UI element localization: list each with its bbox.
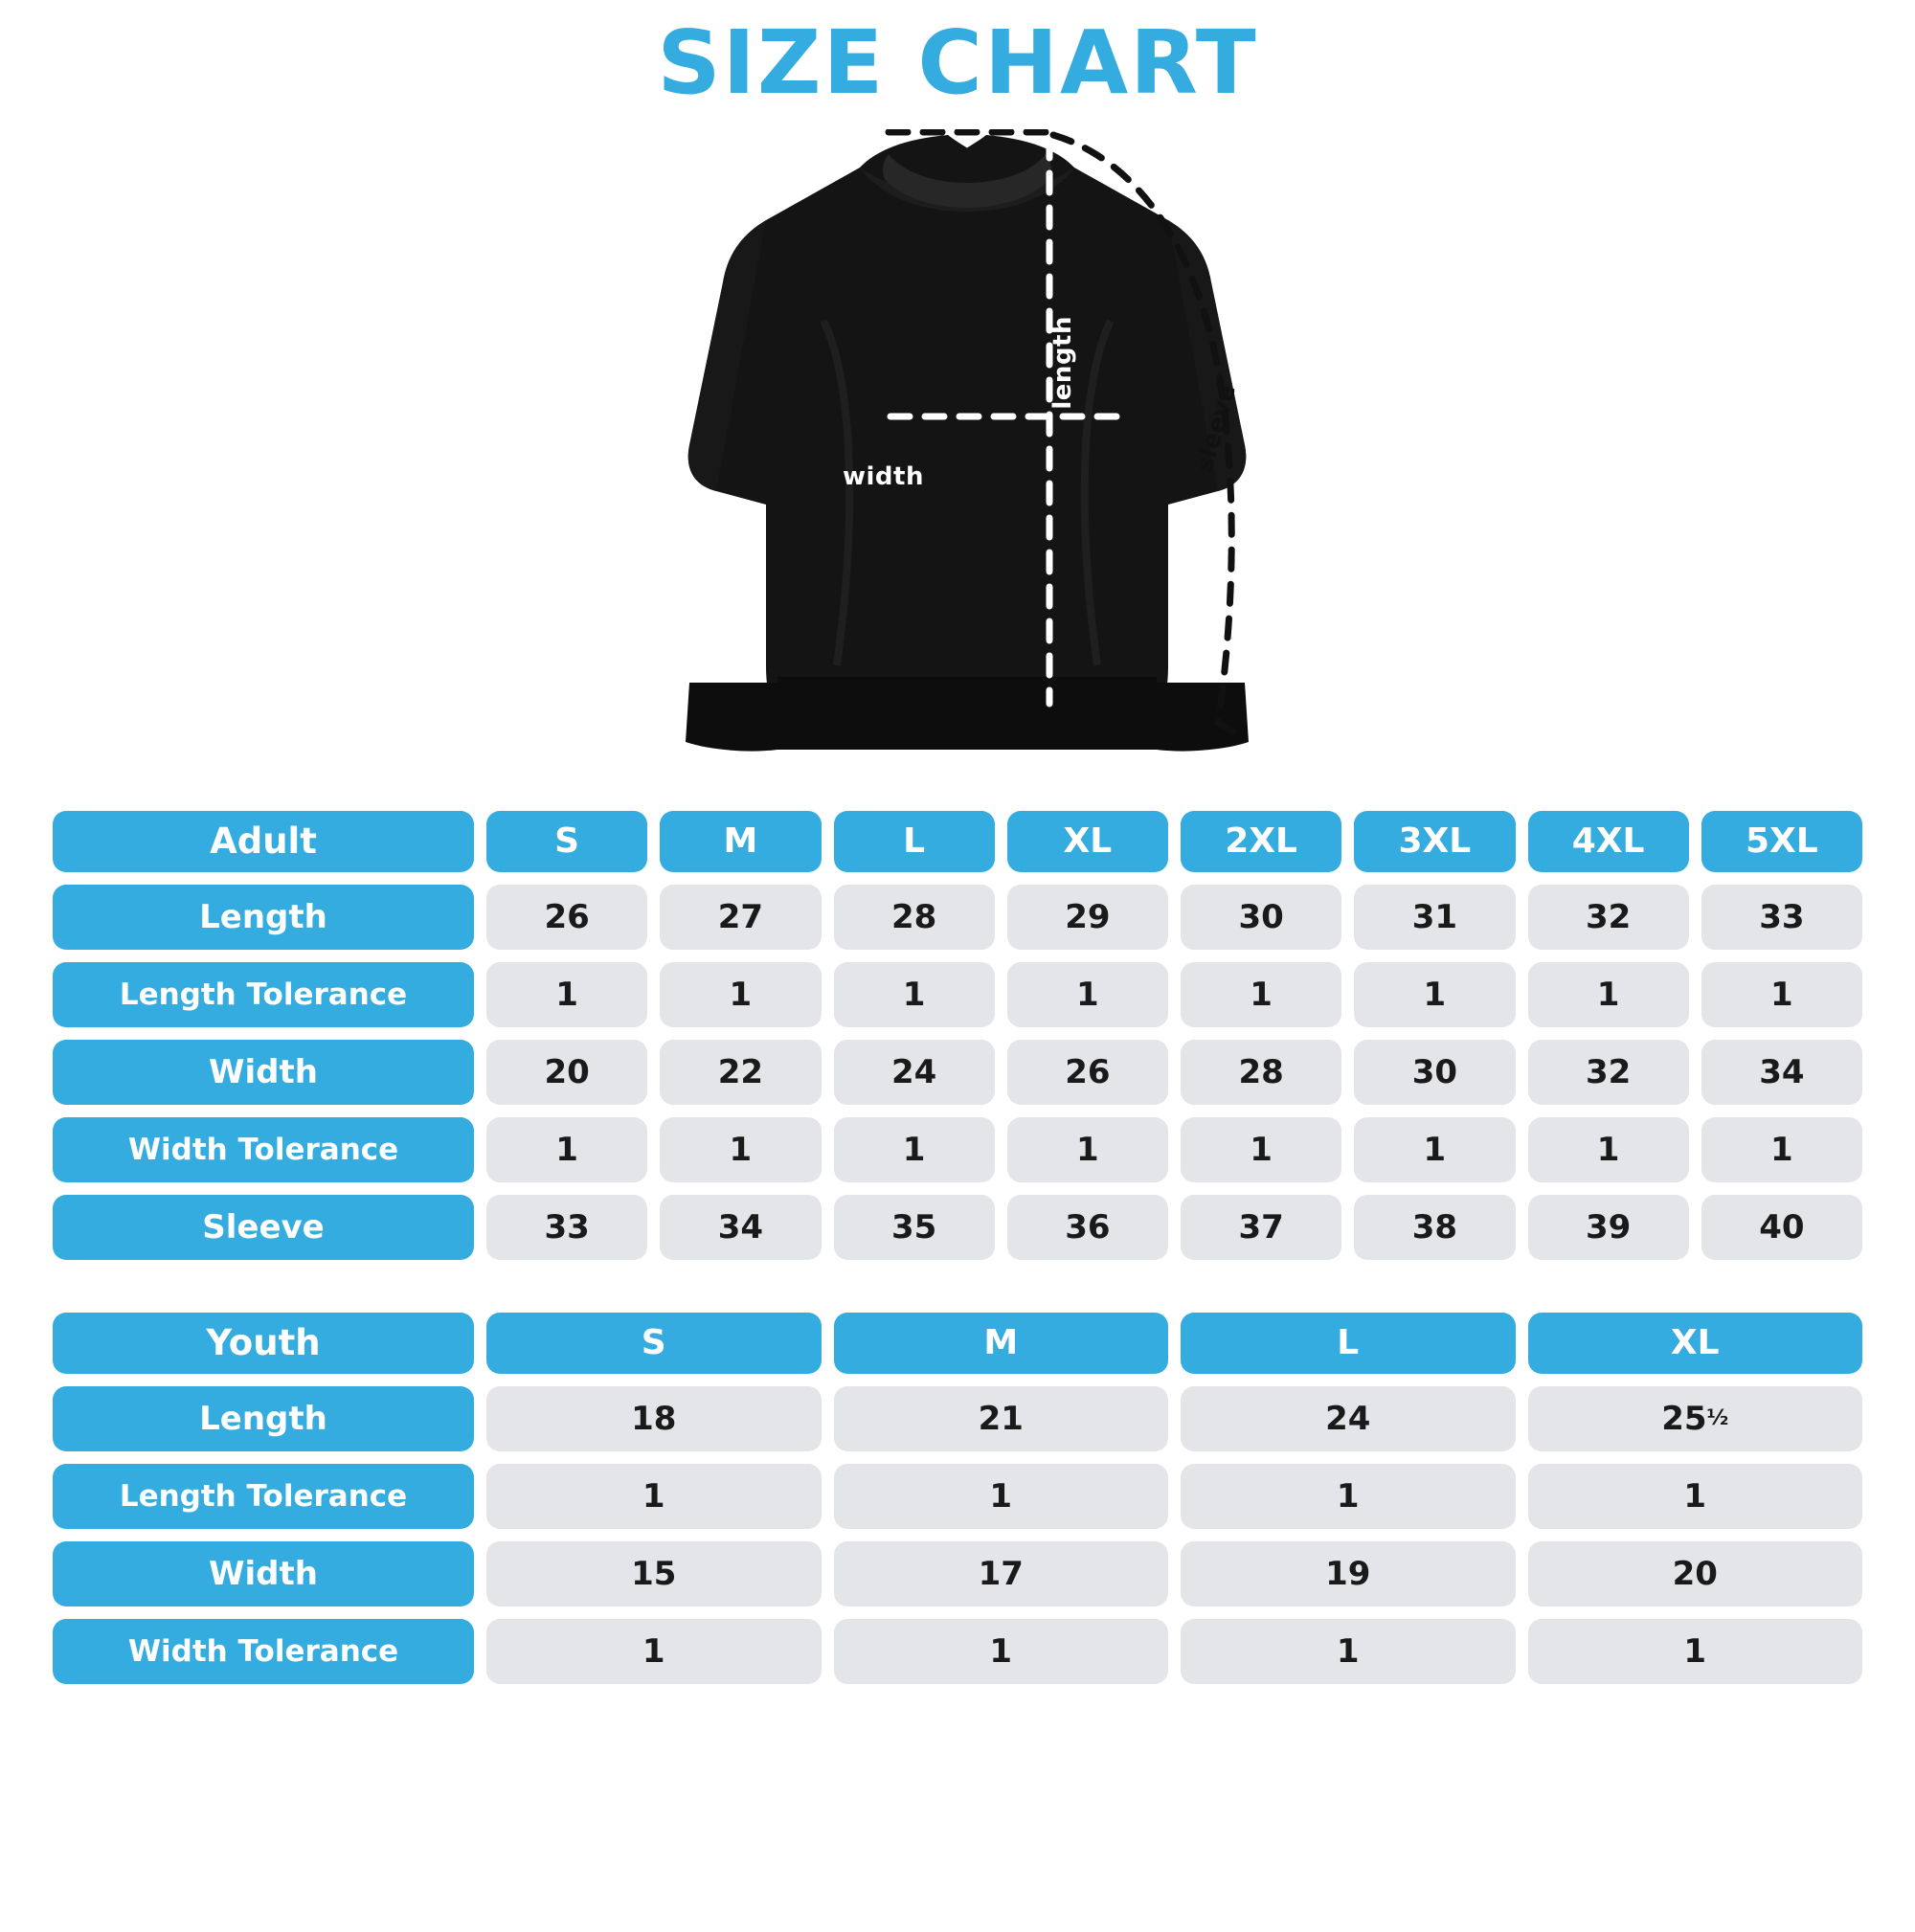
adult-column-3xl: 3XL	[1354, 811, 1515, 872]
garment-illustration	[0, 110, 1915, 799]
adult-column-xl: XL	[1007, 811, 1168, 872]
adult-width-tolerance-l: 1	[834, 1117, 995, 1182]
adult-length-xl: 29	[1007, 885, 1168, 950]
adult-column-2xl: 2XL	[1181, 811, 1341, 872]
adult-width-tolerance-5xl: 1	[1701, 1117, 1862, 1182]
youth-row-label-length: Length	[53, 1386, 474, 1451]
adult-sleeve-2xl: 37	[1181, 1195, 1341, 1260]
adult-length-tolerance-l: 1	[834, 962, 995, 1027]
adult-column-s: S	[486, 811, 647, 872]
adult-length-tolerance-m: 1	[660, 962, 821, 1027]
youth-column-l: L	[1181, 1313, 1516, 1374]
adult-row-label-width-tolerance: Width Tolerance	[53, 1117, 474, 1182]
youth-length-tolerance-l: 1	[1181, 1464, 1516, 1529]
table-row	[53, 1040, 1862, 1105]
adult-row-label-length-tolerance: Length Tolerance	[53, 962, 474, 1027]
table-row	[53, 885, 1862, 950]
size-chart-page	[0, 11, 1915, 1932]
adult-length-tolerance-5xl: 1	[1701, 962, 1862, 1027]
adult-length-tolerance-s: 1	[486, 962, 647, 1027]
table-row	[53, 1464, 1862, 1529]
adult-width-3xl: 30	[1354, 1040, 1515, 1105]
adult-length-tolerance-2xl: 1	[1181, 962, 1341, 1027]
adult-length-tolerance-3xl: 1	[1354, 962, 1515, 1027]
adult-width-tolerance-xl: 1	[1007, 1117, 1168, 1182]
adult-length-m: 27	[660, 885, 821, 950]
adult-sleeve-l: 35	[834, 1195, 995, 1260]
adult-sleeve-5xl: 40	[1701, 1195, 1862, 1260]
adult-row-label-width: Width	[53, 1040, 474, 1105]
youth-column-xl: XL	[1528, 1313, 1863, 1374]
adult-length-s: 26	[486, 885, 647, 950]
youth-length-l: 24	[1181, 1386, 1516, 1451]
adult-width-tolerance-s: 1	[486, 1117, 647, 1182]
table-row	[53, 1117, 1862, 1182]
youth-length-tolerance-xl: 1	[1528, 1464, 1863, 1529]
youth-row-label-width-tolerance: Width Tolerance	[53, 1619, 474, 1684]
youth-length-xl: 25 ½	[1528, 1386, 1863, 1451]
youth-size-table	[0, 1313, 1915, 1684]
adult-width-4xl: 32	[1528, 1040, 1689, 1105]
adult-width-tolerance-3xl: 1	[1354, 1117, 1515, 1182]
adult-header-label: Adult	[53, 811, 474, 872]
adult-row-label-sleeve: Sleeve	[53, 1195, 474, 1260]
adult-length-tolerance-4xl: 1	[1528, 962, 1689, 1027]
adult-width-tolerance-2xl: 1	[1181, 1117, 1341, 1182]
youth-width-tolerance-s: 1	[486, 1619, 822, 1684]
adult-table-header-row	[53, 811, 1862, 872]
table-row	[53, 962, 1862, 1027]
adult-length-2xl: 30	[1181, 885, 1341, 950]
youth-width-l: 19	[1181, 1541, 1516, 1606]
adult-column-l: L	[834, 811, 995, 872]
adult-width-l: 24	[834, 1040, 995, 1105]
adult-sleeve-xl: 36	[1007, 1195, 1168, 1260]
adult-width-m: 22	[660, 1040, 821, 1105]
youth-width-xl: 20	[1528, 1541, 1863, 1606]
youth-length-s: 18	[486, 1386, 822, 1451]
adult-length-5xl: 33	[1701, 885, 1862, 950]
measure-label-width: width	[843, 461, 924, 491]
youth-column-m: M	[834, 1313, 1169, 1374]
page-title: SIZE CHART	[657, 11, 1258, 114]
youth-row-label-width: Width	[53, 1541, 474, 1606]
adult-column-5xl: 5XL	[1701, 811, 1862, 872]
adult-width-tolerance-m: 1	[660, 1117, 821, 1182]
youth-table-header-row	[53, 1313, 1862, 1374]
table-row	[53, 1386, 1862, 1451]
adult-row-label-length: Length	[53, 885, 474, 950]
adult-sleeve-3xl: 38	[1354, 1195, 1515, 1260]
measure-label-sleeve: sleeve	[1189, 380, 1242, 475]
adult-column-4xl: 4XL	[1528, 811, 1689, 872]
table-row	[53, 1619, 1862, 1684]
youth-width-m: 17	[834, 1541, 1169, 1606]
adult-length-l: 28	[834, 885, 995, 950]
youth-header-label: Youth	[53, 1313, 474, 1374]
youth-length-tolerance-s: 1	[486, 1464, 822, 1529]
adult-width-tolerance-4xl: 1	[1528, 1117, 1689, 1182]
adult-sleeve-s: 33	[486, 1195, 647, 1260]
table-row	[53, 1541, 1862, 1606]
adult-sleeve-4xl: 39	[1528, 1195, 1689, 1260]
youth-row-label-length-tolerance: Length Tolerance	[53, 1464, 474, 1529]
adult-width-2xl: 28	[1181, 1040, 1341, 1105]
adult-width-5xl: 34	[1701, 1040, 1862, 1105]
adult-length-3xl: 31	[1354, 885, 1515, 950]
adult-length-4xl: 32	[1528, 885, 1689, 950]
youth-width-tolerance-m: 1	[834, 1619, 1169, 1684]
youth-width-tolerance-l: 1	[1181, 1619, 1516, 1684]
adult-length-tolerance-xl: 1	[1007, 962, 1168, 1027]
youth-width-s: 15	[486, 1541, 822, 1606]
youth-length-tolerance-m: 1	[834, 1464, 1169, 1529]
adult-size-table	[0, 811, 1915, 1260]
youth-width-tolerance-xl: 1	[1528, 1619, 1863, 1684]
adult-sleeve-m: 34	[660, 1195, 821, 1260]
youth-column-s: S	[486, 1313, 822, 1374]
adult-column-m: M	[660, 811, 821, 872]
measure-label-length: length	[1048, 315, 1077, 410]
table-row	[53, 1195, 1862, 1260]
adult-width-s: 20	[486, 1040, 647, 1105]
adult-width-xl: 26	[1007, 1040, 1168, 1105]
youth-length-m: 21	[834, 1386, 1169, 1451]
